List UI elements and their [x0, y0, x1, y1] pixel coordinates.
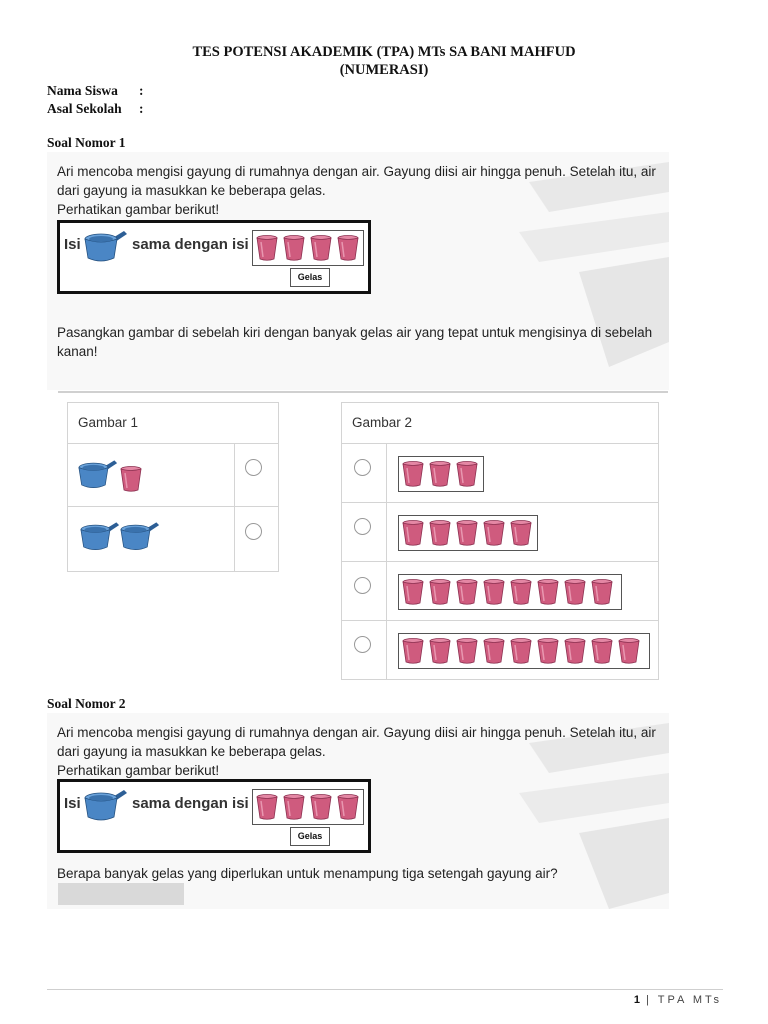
footer-divider	[47, 989, 723, 990]
gambar-1-row	[68, 507, 278, 570]
gelas-icon	[537, 638, 559, 664]
field-asal-sekolah	[47, 101, 144, 117]
match-radio-right-2[interactable]	[354, 518, 371, 535]
question-2-line3: Perhatikan gambar berikut!	[57, 763, 220, 778]
gambar-1-header	[68, 403, 278, 444]
gelas-icon	[510, 579, 532, 605]
question-2-line1: Ari mencoba mengisi gayung di rumahnya dengan air. Gayung diisi air hingga penuh. Setelah itu, air	[57, 725, 656, 740]
gayung-icon	[80, 519, 120, 553]
match-radio-left-1[interactable]	[245, 459, 262, 476]
gelas-icon	[483, 579, 505, 605]
question-1-heading: Soal Nomor 1	[47, 135, 126, 150]
field-colon: :	[139, 101, 144, 116]
field-label: Asal Sekolah	[47, 101, 122, 116]
match-radio-right-1[interactable]	[354, 459, 371, 476]
footer-separator: |	[646, 994, 652, 1006]
gelas-icon	[429, 461, 451, 487]
gelas-tag: Gelas	[290, 268, 330, 287]
gelas-icon	[591, 638, 613, 664]
gambar-2-row	[342, 503, 658, 562]
gelas-icon	[402, 579, 424, 605]
gelas-icon	[456, 638, 478, 664]
gelas-icon	[429, 520, 451, 546]
field-label: Nama Siswa	[47, 83, 118, 98]
gayung-icon	[84, 788, 128, 822]
gelas-icon	[402, 638, 424, 664]
footer-text: TPA MTs	[657, 994, 722, 1006]
gambar-1-row	[68, 444, 278, 507]
gelas-icon	[456, 579, 478, 605]
gelas-group	[252, 230, 364, 266]
match-radio-right-4[interactable]	[354, 636, 371, 653]
question-1-instruction-line2: kanan!	[57, 344, 98, 359]
gelas-icon	[510, 520, 532, 546]
question-1-panel	[47, 152, 669, 390]
gelas-icon	[456, 461, 478, 487]
page-subtitle: (NUMERASI)	[339, 62, 429, 78]
sama-dengan-label: sama dengan isi	[132, 236, 249, 253]
gayung-icon	[120, 519, 160, 553]
gelas-icon	[337, 794, 359, 820]
gelas-icon	[283, 235, 305, 261]
gelas-icon	[310, 794, 332, 820]
gelas-icon	[483, 638, 505, 664]
gambar-2-title: Gambar 2	[352, 415, 413, 430]
gelas-group	[252, 789, 364, 825]
gambar-2-row	[342, 621, 658, 678]
gelas-group	[398, 633, 650, 669]
gelas-icon	[310, 235, 332, 261]
gelas-icon	[256, 235, 278, 261]
question-2-heading: Soal Nomor 2	[47, 696, 126, 711]
gelas-icon	[537, 579, 559, 605]
question-1-instruction-line1: Pasangkan gambar di sebelah kiri dengan banyak gelas air yang tepat untuk mengisinya di sebelah	[57, 325, 653, 340]
gelas-icon	[483, 520, 505, 546]
gambar-2-row	[342, 562, 658, 621]
gambar-2-row	[342, 444, 658, 503]
gambar-1-title: Gambar 1	[78, 415, 139, 430]
decorative-watermark	[489, 152, 669, 390]
page-title: TES POTENSI AKADEMIK (TPA) MTs SA BANI MAHFUD	[192, 44, 576, 60]
gambar-1-table	[67, 402, 279, 572]
gelas-group	[398, 515, 538, 551]
sama-dengan-label: sama dengan isi	[132, 795, 249, 812]
isi-illustration	[57, 779, 371, 853]
gelas-icon	[456, 520, 478, 546]
gelas-icon	[283, 794, 305, 820]
isi-illustration	[57, 220, 371, 294]
gambar-2-table	[341, 402, 659, 680]
answer-input[interactable]	[58, 883, 184, 905]
question-2-prompt: Berapa banyak gelas yang diperlukan untuk menampung tiga setengah gayung air?	[57, 866, 558, 881]
gelas-icon	[564, 579, 586, 605]
question-1-line2: dari gayung ia masukkan ke beberapa gelas.	[57, 183, 326, 198]
isi-label: Isi	[64, 236, 81, 253]
gelas-icon	[591, 579, 613, 605]
question-1-line3: Perhatikan gambar berikut!	[57, 202, 220, 217]
match-radio-right-3[interactable]	[354, 577, 371, 594]
gelas-tag: Gelas	[290, 827, 330, 846]
gelas-icon	[564, 638, 586, 664]
page-footer	[634, 994, 722, 1006]
isi-label: Isi	[64, 795, 81, 812]
match-radio-left-2[interactable]	[245, 523, 262, 540]
gelas-icon	[402, 461, 424, 487]
gelas-icon	[256, 794, 278, 820]
gelas-group	[398, 574, 622, 610]
field-nama-siswa	[47, 83, 144, 99]
page-number: 1	[633, 994, 641, 1006]
gelas-icon	[120, 466, 142, 492]
gelas-icon	[337, 235, 359, 261]
gayung-icon	[78, 458, 118, 490]
gelas-icon	[402, 520, 424, 546]
question-2-panel	[47, 713, 669, 909]
divider	[58, 391, 668, 393]
question-1-line1: Ari mencoba mengisi gayung di rumahnya dengan air. Gayung diisi air hingga penuh. Setelah itu, air	[57, 164, 656, 179]
question-2-line2: dari gayung ia masukkan ke beberapa gelas.	[57, 744, 326, 759]
gelas-icon	[429, 638, 451, 664]
gelas-icon	[618, 638, 640, 664]
gelas-icon	[510, 638, 532, 664]
gelas-icon	[429, 579, 451, 605]
gambar-2-header	[342, 403, 658, 444]
gayung-icon	[84, 229, 128, 263]
field-colon: :	[139, 83, 144, 98]
gelas-group	[398, 456, 484, 492]
